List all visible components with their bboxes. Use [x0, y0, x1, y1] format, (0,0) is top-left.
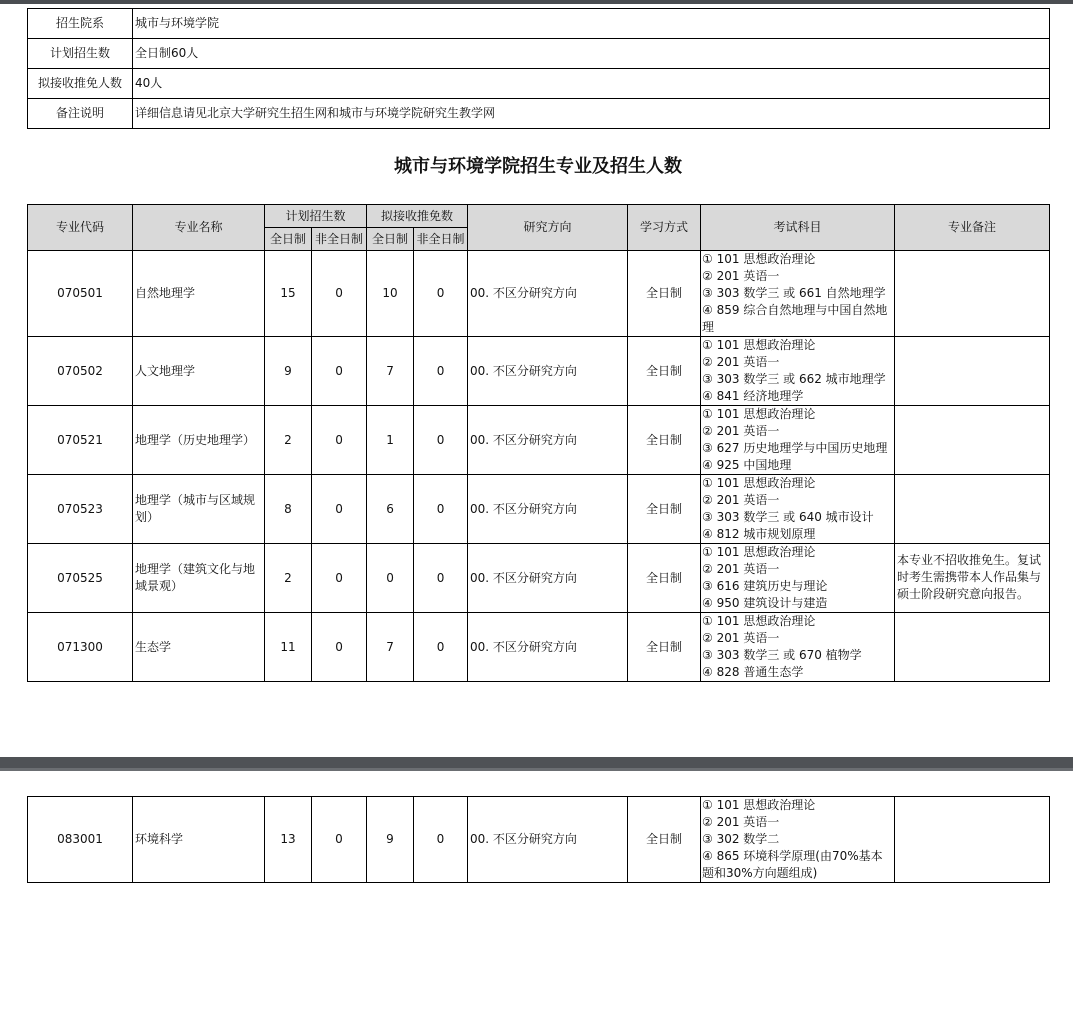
info-row: [28, 69, 1050, 99]
exam-item: ② 201 英语一: [702, 815, 780, 829]
info-value: 全日制60人: [133, 39, 1050, 69]
exam-subjects: [701, 797, 895, 883]
recommend-fulltime: 7: [367, 337, 414, 406]
recommend-parttime: 0: [414, 544, 468, 613]
study-mode: 全日制: [628, 797, 701, 883]
plan-fulltime: 15: [265, 251, 312, 337]
recommend-parttime: 0: [414, 475, 468, 544]
info-row: [28, 39, 1050, 69]
exam-item: ④ 828 普通生态学: [702, 665, 804, 679]
major-note: [895, 475, 1050, 544]
header-exam: 考试科目: [701, 205, 895, 251]
major-name: 环境科学: [133, 797, 265, 883]
research-direction: 00. 不区分研究方向: [468, 251, 628, 337]
department-info-table: [27, 8, 1050, 129]
recommend-parttime: 0: [414, 337, 468, 406]
major-code: 070502: [28, 337, 133, 406]
exam-item: ① 101 思想政治理论: [702, 476, 816, 490]
research-direction: 00. 不区分研究方向: [468, 797, 628, 883]
recommend-fulltime: 7: [367, 613, 414, 682]
info-row: [28, 99, 1050, 129]
header-plan-fulltime: 全日制: [265, 228, 312, 251]
header-name: 专业名称: [133, 205, 265, 251]
plan-parttime: 0: [312, 613, 367, 682]
plan-parttime: 0: [312, 251, 367, 337]
major-note: [895, 251, 1050, 337]
exam-subjects: [701, 475, 895, 544]
plan-fulltime: 2: [265, 544, 312, 613]
exam-item: ② 201 英语一: [702, 631, 780, 645]
header-recommend: 拟接收推免数: [367, 205, 468, 228]
major-code: 071300: [28, 613, 133, 682]
recommend-fulltime: 9: [367, 797, 414, 883]
major-name: 地理学（历史地理学）: [133, 406, 265, 475]
study-mode: 全日制: [628, 251, 701, 337]
study-mode: 全日制: [628, 544, 701, 613]
plan-parttime: 0: [312, 406, 367, 475]
major-name: 人文地理学: [133, 337, 265, 406]
major-code: 070521: [28, 406, 133, 475]
exam-item: ① 101 思想政治理论: [702, 338, 816, 352]
exam-item: ① 101 思想政治理论: [702, 614, 816, 628]
recommend-parttime: 0: [414, 613, 468, 682]
study-mode: 全日制: [628, 406, 701, 475]
table-row: [28, 797, 1050, 883]
exam-subjects: [701, 337, 895, 406]
table-row: [28, 544, 1050, 613]
exam-item: ③ 303 数学三 或 670 植物学: [702, 648, 862, 662]
research-direction: 00. 不区分研究方向: [468, 613, 628, 682]
exam-item: ② 201 英语一: [702, 424, 780, 438]
exam-item: ③ 302 数学二: [702, 832, 780, 846]
recommend-parttime: 0: [414, 251, 468, 337]
exam-subjects: [701, 406, 895, 475]
exam-item: ④ 950 建筑设计与建造: [702, 596, 828, 610]
recommend-fulltime: 10: [367, 251, 414, 337]
recommend-parttime: 0: [414, 797, 468, 883]
plan-parttime: 0: [312, 797, 367, 883]
table-row: [28, 613, 1050, 682]
major-note: [895, 337, 1050, 406]
recommend-fulltime: 0: [367, 544, 414, 613]
major-name: 生态学: [133, 613, 265, 682]
exam-item: ① 101 思想政治理论: [702, 407, 816, 421]
plan-fulltime: 11: [265, 613, 312, 682]
major-code: 070525: [28, 544, 133, 613]
exam-item: ③ 303 数学三 或 640 城市设计: [702, 510, 874, 524]
exam-item: ④ 865 环境科学原理(由70%基本题和30%方向题组成): [702, 849, 883, 880]
viewer-top-bar: [0, 0, 1073, 4]
plan-parttime: 0: [312, 544, 367, 613]
exam-item: ④ 925 中国地理: [702, 458, 792, 472]
major-note: 本专业不招收推免生。复试时考生需携带本人作品集与硕士阶段研究意向报告。: [895, 544, 1050, 613]
plan-parttime: 0: [312, 337, 367, 406]
header-plan-parttime: 非全日制: [312, 228, 367, 251]
research-direction: 00. 不区分研究方向: [468, 406, 628, 475]
plan-parttime: 0: [312, 475, 367, 544]
page-title: 城市与环境学院招生专业及招生人数: [394, 156, 682, 177]
major-code: 070501: [28, 251, 133, 337]
study-mode: 全日制: [628, 337, 701, 406]
major-note: [895, 406, 1050, 475]
study-mode: 全日制: [628, 475, 701, 544]
exam-item: ③ 616 建筑历史与理论: [702, 579, 828, 593]
exam-subjects: [701, 613, 895, 682]
plan-fulltime: 8: [265, 475, 312, 544]
exam-item: ① 101 思想政治理论: [702, 252, 816, 266]
page-separator: [0, 757, 1073, 771]
research-direction: 00. 不区分研究方向: [468, 337, 628, 406]
majors-table-continued: [27, 796, 1050, 883]
majors-table: [27, 204, 1050, 682]
exam-item: ③ 303 数学三 或 662 城市地理学: [702, 372, 886, 386]
table-row: [28, 337, 1050, 406]
research-direction: 00. 不区分研究方向: [468, 544, 628, 613]
exam-subjects: [701, 251, 895, 337]
header-code: 专业代码: [28, 205, 133, 251]
major-code: 083001: [28, 797, 133, 883]
exam-item: ① 101 思想政治理论: [702, 798, 816, 812]
exam-item: ④ 841 经济地理学: [702, 389, 804, 403]
recommend-fulltime: 1: [367, 406, 414, 475]
exam-item: ④ 812 城市规划原理: [702, 527, 816, 541]
major-code: 070523: [28, 475, 133, 544]
header-note: 专业备注: [895, 205, 1050, 251]
exam-item: ③ 303 数学三 或 661 自然地理学: [702, 286, 886, 300]
table-row: [28, 475, 1050, 544]
info-value: 详细信息请见北京大学研究生招生网和城市与环境学院研究生教学网: [133, 99, 1050, 129]
header-recommend-fulltime: 全日制: [367, 228, 414, 251]
info-label: 计划招生数: [28, 39, 133, 69]
exam-item: ③ 627 历史地理学与中国历史地理: [702, 441, 888, 455]
major-name: 地理学（建筑文化与地域景观）: [133, 544, 265, 613]
info-row: [28, 9, 1050, 39]
info-label: 拟接收推免人数: [28, 69, 133, 99]
major-name: 地理学（城市与区域规划）: [133, 475, 265, 544]
header-mode: 学习方式: [628, 205, 701, 251]
major-name: 自然地理学: [133, 251, 265, 337]
major-note: [895, 613, 1050, 682]
research-direction: 00. 不区分研究方向: [468, 475, 628, 544]
recommend-parttime: 0: [414, 406, 468, 475]
info-label: 备注说明: [28, 99, 133, 129]
table-row: [28, 406, 1050, 475]
exam-item: ① 101 思想政治理论: [702, 545, 816, 559]
exam-item: ② 201 英语一: [702, 562, 780, 576]
plan-fulltime: 2: [265, 406, 312, 475]
exam-item: ④ 859 综合自然地理与中国自然地理: [702, 303, 888, 334]
plan-fulltime: 9: [265, 337, 312, 406]
header-plan: 计划招生数: [265, 205, 367, 228]
major-note: [895, 797, 1050, 883]
exam-item: ② 201 英语一: [702, 493, 780, 507]
exam-item: ② 201 英语一: [702, 269, 780, 283]
exam-item: ② 201 英语一: [702, 355, 780, 369]
header-direction: 研究方向: [468, 205, 628, 251]
study-mode: 全日制: [628, 613, 701, 682]
plan-fulltime: 13: [265, 797, 312, 883]
info-label: 招生院系: [28, 9, 133, 39]
exam-subjects: [701, 544, 895, 613]
table-row: [28, 251, 1050, 337]
info-value: 城市与环境学院: [133, 9, 1050, 39]
header-recommend-parttime: 非全日制: [414, 228, 468, 251]
info-value: 40人: [133, 69, 1050, 99]
recommend-fulltime: 6: [367, 475, 414, 544]
